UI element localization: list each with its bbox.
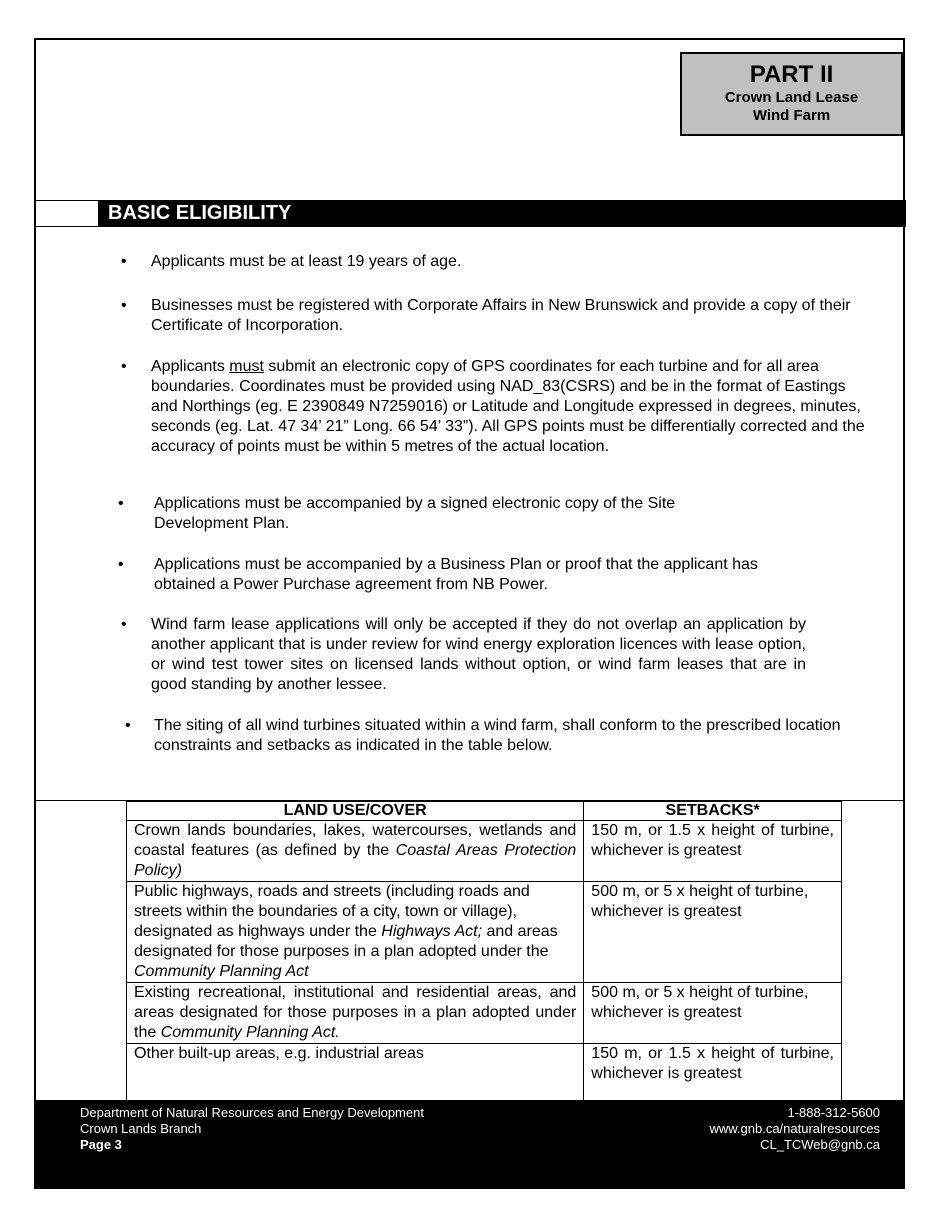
- bullet-dot: •: [118, 495, 124, 512]
- part-subtitle-1: Crown Land Lease: [724, 89, 859, 106]
- bullet-text-part: submit an electronic copy of GPS coordinates for each turbine and for all area boundaries. Coordinates must be provided using NAD_83(CSRS) and be in the format of Eastings and Northings (eg. E 2390849 N7259016) or Latitude and Longitude expressed in degrees, minutes, seconds (eg. Lat. 47 34’ 21” Long. 66 54’ 33”). All GPS points must be differentially corrected and the accuracy of points must be within 5 metres of the actual location.: [151, 358, 865, 455]
- section-title: BASIC ELIGIBILITY: [98, 200, 906, 227]
- cell-italic: Coastal Areas Protection Policy): [134, 842, 577, 879]
- bullet-text: Wind farm lease applications will only be accepted if they do not overlap an application by another applicant that is under review for wind energy exploration licences with lease option, or wind test tower sites on licensed lands without option, or wind farm leases that are in good standing by another lessee.: [151, 616, 806, 693]
- bullet-text: The siting of all wind turbines situated within a wind farm, shall conform to the prescribed location constraints and setbacks as indicated in the table below.: [154, 717, 841, 754]
- underlined-must: must: [229, 358, 264, 375]
- bullet-text: Businesses must be registered with Corporate Affairs in New Brunswick and provide a copy of their Certificate of Incorporation.: [151, 297, 851, 334]
- setback-cell: 150 m, or 1.5 x height of turbine, whichever is greatest: [584, 821, 842, 882]
- cell-italic: Community Planning Act: [134, 963, 309, 980]
- footer-email: CL_TCWeb@gnb.ca: [760, 1137, 880, 1152]
- footer-department: Department of Natural Resources and Energy Development: [80, 1105, 424, 1120]
- setbacks-table: [126, 801, 842, 1105]
- cell-text: and areas designated for those purposes in a plan adopted under the: [134, 923, 558, 960]
- bullet-dot: •: [125, 717, 131, 734]
- table-header-row: [127, 802, 842, 821]
- bullet-dot: •: [118, 556, 124, 573]
- footer-right: [709, 1105, 880, 1153]
- land-use-cell: Other built-up areas, e.g. industrial areas: [127, 1044, 584, 1105]
- cell-text: Crown lands boundaries, lakes, watercourses, wetlands and coastal features (as defined by the: [134, 822, 577, 859]
- setback-cell: 500 m, or 5 x height of turbine, whichever is greatest: [584, 983, 842, 1044]
- bullet-dot: •: [121, 253, 127, 270]
- footer-branch: Crown Lands Branch: [80, 1121, 202, 1136]
- cell-italic: Community Planning Act.: [160, 1024, 340, 1041]
- table-row: [127, 983, 842, 1044]
- cell-text: Public highways, roads and streets (including roads and streets within the boundaries of a city, town or village), designated as highways under the: [134, 883, 530, 940]
- footer-page-number: Page 3: [80, 1137, 122, 1152]
- bullet-text-part: Applicants: [151, 358, 230, 375]
- col-header-setbacks: SETBACKS*: [584, 802, 842, 821]
- setback-cell: 500 m, or 5 x height of turbine, whichever is greatest: [584, 882, 842, 983]
- page-footer: [34, 1100, 905, 1189]
- footer-left: [80, 1105, 424, 1153]
- part-title: PART II: [749, 61, 834, 88]
- table-row: [127, 821, 842, 882]
- col-header-land-use: LAND USE/COVER: [127, 802, 584, 821]
- bullet-text: Applications must be accompanied by a signed electronic copy of the Site Development Plan.: [154, 495, 676, 532]
- footer-website: www.gnb.ca/naturalresources: [709, 1121, 880, 1136]
- cell-text: Existing recreational, institutional and residential areas, and areas designated for those purposes in a plan adopted under the: [134, 984, 577, 1041]
- footer-phone: 1-888-312-5600: [787, 1105, 880, 1120]
- table-row: [127, 882, 842, 983]
- bullet-text: Applications must be accompanied by a Business Plan or proof that the applicant has obtained a Power Purchase agreement from NB Power.: [154, 556, 758, 593]
- setbacks-table-area: [34, 800, 905, 1100]
- land-use-cell: [127, 821, 584, 882]
- land-use-cell: [127, 882, 584, 983]
- cell-italic: Highways Act;: [381, 923, 483, 940]
- part-subtitle-2: Wind Farm: [752, 107, 831, 124]
- bullet-dot: •: [121, 297, 127, 314]
- section-bar: [34, 200, 905, 227]
- bullet-text: Applicants must be at least 19 years of age.: [151, 253, 462, 270]
- land-use-cell: [127, 983, 584, 1044]
- bullet-dot: •: [121, 616, 127, 633]
- setback-cell: 150 m, or 1.5 x height of turbine, whichever is greatest: [584, 1044, 842, 1105]
- bullet-text: [151, 357, 867, 457]
- table-row: [127, 1044, 842, 1105]
- part-header-box: [680, 52, 903, 136]
- bullet-dot: •: [121, 358, 127, 375]
